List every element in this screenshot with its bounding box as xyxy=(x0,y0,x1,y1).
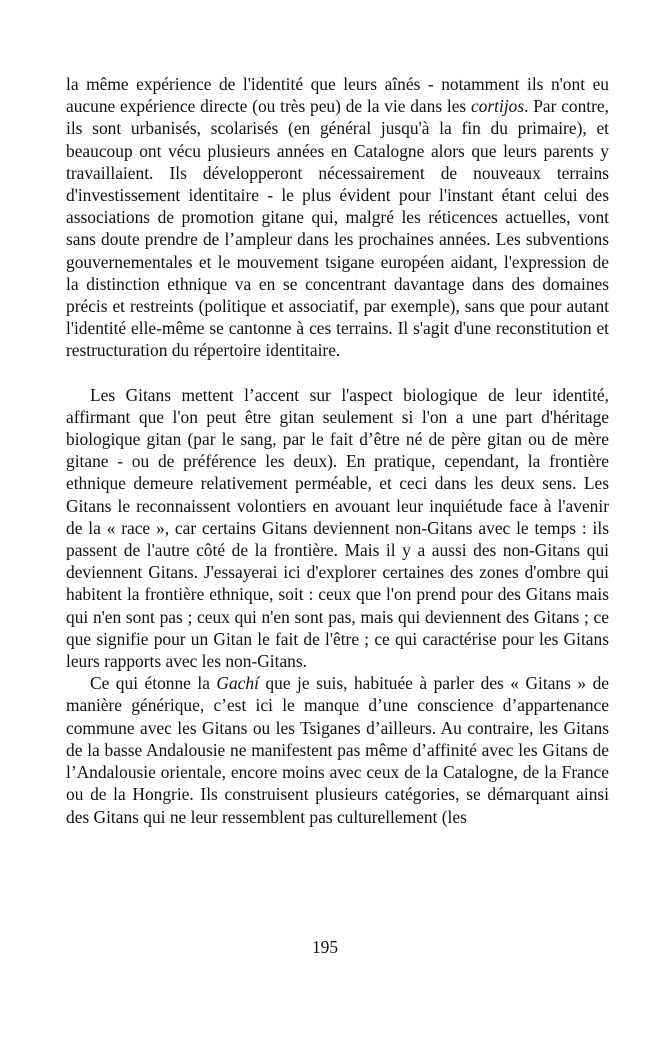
paragraph-3-text-start: Ce qui étonne la xyxy=(90,673,217,694)
paragraph-1-emphasis: cortijos xyxy=(470,96,525,117)
paragraph-2 xyxy=(66,384,609,673)
paragraph-2-text: Les Gitans mettent l’accent sur l'aspect biologique de leur identité, affirmant que l'on peut être gitan seulement si l'on a une part d'héritage biologique gitan (par le sang, par le fait d’être né de père gitan ou de mère gitane - ou de préférence les deux). En pratique, cependant, la frontière ethnique demeure relativement perméable, et ceci dans les deux sens. Les Gitans le reconnaissent volontiers en avouant leur inquiétude face à l'avenir de la « race », car certains Gitans deviennent non-Gitans avec le temps : ils passent de l'autre côté de la frontière. Mais il y a aussi des non-Gitans qui deviennent Gitans. J'essayerai ici d'explorer certaines des zones d'ombre qui habitent la frontière ethnique, soit : ceux que l'on prend pour des Gitans mais qui n'en sont pas ; ceux qui n'en sont pas, mais qui deviennent des Gitans ; ce que signifie pour un Gitan le fait de l'être ; ce qui caractérise pour les Gitans leurs rapports avec les non-Gitans. xyxy=(66,384,609,672)
paragraph-3-emphasis: Gachí xyxy=(216,673,259,694)
page-number: 195 xyxy=(311,937,339,957)
paragraph-1-text-end: . Par contre, ils sont urbanisés, scolarisés (en général jusqu'à la fin du primaire), et beaucoup ont vécu plusieurs années en Catalogne alors que leurs parents y travaillaient. Ils développeront nécessairement de nouveaux terrains d'investissement identitaire - le plus évident pour l'instant étant celui des associations de promotion gitane qui, malgré les réticences actuelles, vont sans doute prendre de l’ampleur dans les prochaines années. Les subventions gouvernementales et le mouvement tsigane européen aidant, l'expression de la distinction ethnique va en se concentrant davantage dans des domaines précis et restreints (politique et associatif, par exemple), sans que pour autant l'identité elle-même se cantonne à ces terrains. Il s'agit d'une reconstitution et restructuration du répertoire identitaire. xyxy=(66,96,609,361)
paragraph-3 xyxy=(66,672,609,827)
page-body xyxy=(66,73,609,828)
paragraph-1 xyxy=(66,73,609,362)
paragraph-3-text-end: que je suis, habituée à parler des « Gitans » de manière générique, c’est ici le manque d’une conscience d’appartenance commune avec les Gitans ou les Tsiganes d’ailleurs. Au contraire, les Gitans de la basse Andalousie ne manifestent pas même d’affinité avec les Gitans de l’Andalousie orientale, encore moins avec ceux de la Catalogne, de la France ou de la Hongrie. Ils construisent plusieurs catégories, se démarquant ainsi des Gitans qui ne leur ressemblent pas culturellement (les xyxy=(66,673,609,827)
paragraph-1-text-start: la même expérience de l'identité que leurs aînés - notamment ils n'ont eu aucune expérience directe (ou très peu) de la vie dans les xyxy=(66,74,609,117)
